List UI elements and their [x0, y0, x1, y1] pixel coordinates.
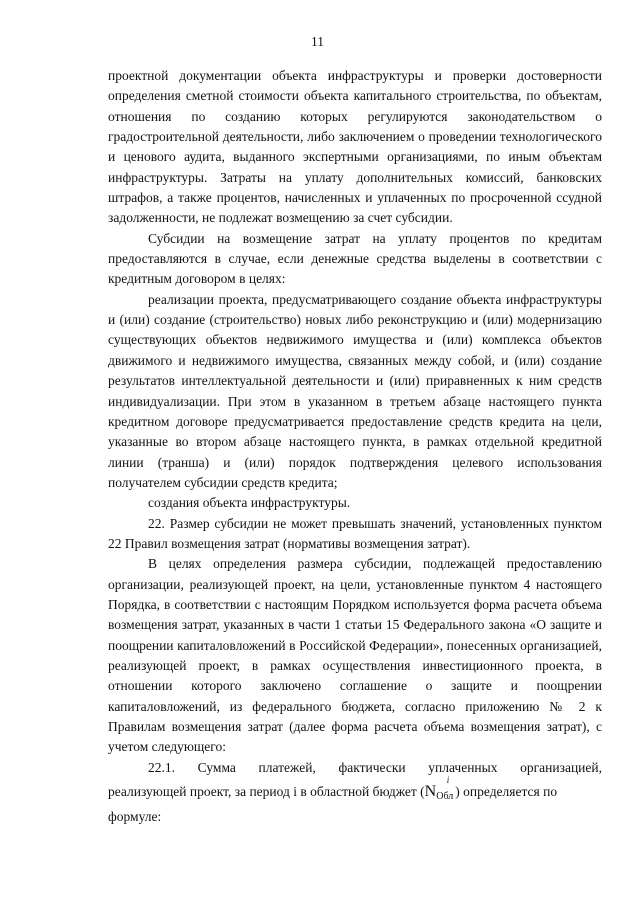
clause-22-1-last-line: формуле: — [108, 809, 162, 825]
formula-subscript: Обл — [436, 791, 454, 803]
clause-22-1-lead: 22.1. Сумма платежей, фактически уплаченных организацией, — [148, 759, 602, 775]
paragraph-clause-22: 22. Размер субсидии не может превышать значений, установленных пунктом 22 Правил возмещения затрат (нормативы возмещения затрат). — [108, 515, 602, 551]
paragraph-calculation-form: В целях определения размера субсидии, подлежащей предоставлению организации, реализующей проект, на цели, установленные пунктом 4 настоящего Порядка, в соответствии с настоящим Порядком используется форма расчета объема возмещения затрат, указанных в части 1 статьи 15 Федерального закона «О защите и поощрении капиталовложений в Российской Федерации», понесенных организацией, реализующей проект, в рамках осуществления инвестиционного проекта, в отношении которого заключено соглашение о защите и поощрении капиталовложений, из федерального бюджета, согласно приложению № 2 к Правилам возмещения затрат (далее форма расчета объема возмещения затрат), с учетом следующего: — [108, 556, 602, 755]
clause-22-1-formula-line — [108, 775, 602, 807]
paragraph-continuation: проектной документации объекта инфраструктуры и проверки достоверности определения сметной стоимости объекта капитального строительства, по объектам, отношения по созданию которых регулируются законодательством о градостроительной деятельности, либо заключением о проведении технологического и ценового аудита, выданного экспертными организациями, по иным объектам инфраструктуры. Затраты на уплату дополнительных комиссий, банковских штрафов, а также процентов, начисленных и уплаченных по просроченной ссудной задолженности, не подлежат возмещению за счет субсидии. — [108, 68, 602, 226]
clause-22-1 — [108, 758, 602, 828]
formula-symbol — [424, 775, 456, 807]
clause-22-1-before-formula: реализующей проект, за период i в областной бюджет ( — [108, 784, 425, 800]
page-number: 11 — [311, 34, 324, 49]
formula-base: N — [424, 783, 437, 801]
formula-superscript: i — [446, 775, 450, 786]
paragraph-subsidy-conditions: Субсидии на возмещение затрат на уплату процентов по кредитам предоставляются в случае, если денежные средства выделены в соответствии с кредитным договором в целях: — [108, 230, 602, 287]
purpose-list — [108, 290, 602, 514]
purpose-item-project: реализации проекта, предусматривающего создание объекта инфраструктуры и (или) создание (строительство) новых либо реконструкцию и (или) модернизацию существующих объектов недвижимого имущества и (или) комплекса объектов движимого и недвижимого имущества, связанных между собой, и (или) создание результатов интеллектуальной деятельности и (или) приравненных к ним средств индивидуализации. При этом в указанном в третьем абзаце настоящего пункта кредитном договоре предусматривается предоставление средств кредита на цели, указанные во втором абзаце настоящего пункта, в рамках отдельной кредитной линии (транша) и (или) порядок подтверждения целевого использования получателем субсидии средств кредита; — [108, 291, 602, 490]
purpose-item-infrastructure: создания объекта инфраструктуры. — [148, 495, 351, 511]
clause-22-1-after-formula: ) определяется по — [455, 784, 558, 800]
document-body — [108, 66, 602, 828]
